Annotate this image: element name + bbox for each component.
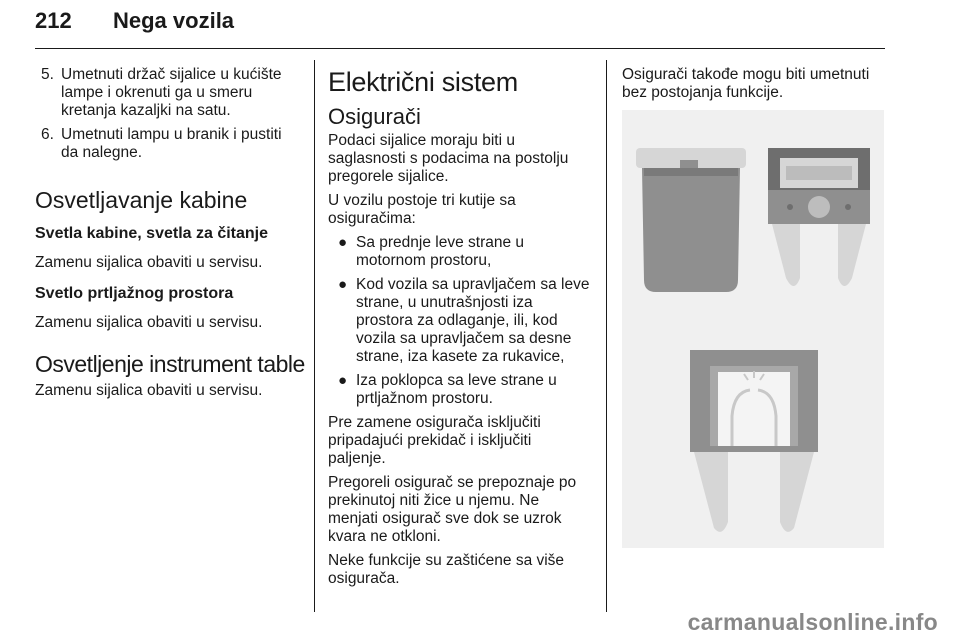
- section-title-electrical-system: Električni sistem: [328, 67, 518, 97]
- column-middle: [328, 66, 590, 594]
- bullet-icon: ●: [338, 372, 348, 389]
- step-item: [35, 126, 303, 162]
- fuse-side-view: [636, 148, 746, 292]
- paragraph: Osigurači takođe mogu biti umetnuti bez postojanja funkcije.: [622, 66, 870, 101]
- paragraph: U vozilu postoje tri kutije sa osiguračima:: [328, 192, 516, 227]
- list-item-text: Sa prednje leve strane u motornom prostoru,: [356, 234, 525, 269]
- subsection-title-trunk-light: Svetlo prtljažnog prostora: [35, 285, 234, 302]
- step-item: [35, 66, 303, 120]
- column-right: [622, 66, 884, 108]
- column-left: [35, 66, 303, 406]
- paragraph: Pre zamene osigurača isključiti pripadajući prekidač i isključiti paljenje.: [328, 414, 541, 467]
- blown-fuse-view: [690, 350, 818, 532]
- column-divider-1: [314, 60, 315, 612]
- page-number: 212: [35, 8, 72, 33]
- step-number: 5.: [41, 66, 54, 83]
- step-text: Umetnuti držač sijalice u kućište lampe i okrenuti ga u smeru kretanja kazaljki na satu.: [61, 66, 282, 119]
- page-header: [35, 8, 885, 48]
- fuse-front-view: [768, 148, 870, 286]
- fuse-drawing: [622, 110, 884, 548]
- paragraph: Pregoreli osigurač se prepoznaje po prekinutoj niti žice u njemu. Ne menjati osigurač sve dok se uzrok kvara ne otkloni.: [328, 474, 577, 545]
- fuse-illustration: [622, 110, 884, 548]
- list-item-text: Kod vozila sa upravljačem sa leve strane, u unutrašnjosti iza prostora za odlaganje, ili, kod vozila sa upravljačem sa desne strane, iza kasete za rukavice,: [356, 276, 590, 365]
- step-number: 6.: [41, 126, 54, 143]
- paragraph: Zamenu sijalica obaviti u servisu.: [35, 254, 263, 271]
- section-title-cabin-lighting: Osvetljavanje kabine: [35, 187, 248, 213]
- bullet-icon: ●: [338, 276, 348, 293]
- paragraph: Podaci sijalice moraju biti u saglasnosti s podacima na postolju pregorele sijalice.: [328, 132, 569, 185]
- subsection-title-fuses: Osigurači: [328, 104, 421, 129]
- paragraph: Zamenu sijalica obaviti u servisu.: [35, 382, 263, 399]
- list-item-text: Iza poklopca sa leve strane u prtljažnom prostoru.: [356, 372, 557, 407]
- column-divider-2: [606, 60, 607, 612]
- subsection-title-interior-lights: Svetla kabine, svetla za čitanje: [35, 225, 269, 242]
- list-item: [328, 276, 590, 366]
- list-item: [328, 372, 590, 408]
- paragraph: Zamenu sijalica obaviti u servisu.: [35, 314, 263, 331]
- bullet-icon: ●: [338, 234, 348, 251]
- paragraph: Neke funkcije su zaštićene sa više osigurača.: [328, 552, 565, 587]
- watermark: carmanualsonline.info: [687, 609, 938, 635]
- step-text: Umetnuti lampu u branik i pustiti da nalegne.: [61, 126, 282, 161]
- list-item: [328, 234, 590, 270]
- section-title-instrument-lighting: Osvetljenje instrument table: [35, 351, 305, 377]
- chapter-title: Nega vozila: [113, 8, 235, 33]
- header-divider: [35, 48, 885, 49]
